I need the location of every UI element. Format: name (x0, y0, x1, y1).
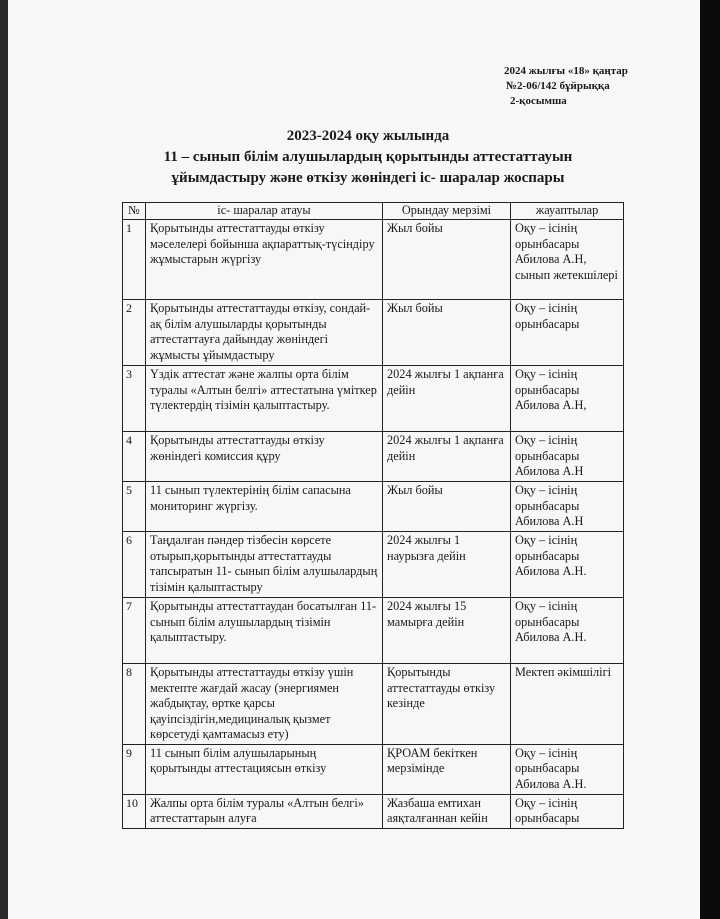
row-responsible: Оқу – ісінің орынбасары Абилова А.Н. (511, 532, 624, 598)
activities-table (122, 202, 624, 829)
table-header-row (123, 203, 624, 220)
row-term: Жыл бойы (383, 220, 511, 300)
row-responsible: Оқу – ісінің орынбасары Абилова А.Н (511, 432, 624, 482)
row-term: Қорытынды аттестаттауды өткізу кезінде (383, 664, 511, 745)
document-title (128, 126, 608, 189)
row-term: Жазбаша емтихан аяқталғаннан кейін (383, 794, 511, 828)
row-activity: Үздік аттестат және жалпы орта білім туралы «Алтын белгі» аттестатына үміткер түлектердің тізімін қалыптастыру. (146, 366, 383, 432)
row-activity: Қорытынды аттестаттаудан босатылған 11- сынып білім алушылардың тізімін қалыптастыру. (146, 598, 383, 664)
row-activity: Жалпы орта білім туралы «Алтын белгі» аттестаттарын алуға (146, 794, 383, 828)
title-line-1: 2023-2024 оқу жылында (286, 128, 450, 144)
row-number: 10 (123, 794, 146, 828)
order-date: 2024 жылғы «18» қаңтар (504, 65, 628, 77)
row-activity: 11 сынып білім алушыларының қорытынды аттестациясын өткізу (146, 744, 383, 794)
table-row (123, 366, 624, 432)
row-activity: Қорытынды аттестаттауды өткізу жөніндегі комиссия құру (146, 432, 383, 482)
order-number: №2-06/142 бұйрыққа (506, 80, 610, 92)
row-term: 2024 жылғы 15 мамырға дейін (383, 598, 511, 664)
row-activity: Таңдалған пәндер тізбесін көрсете отырып,қорытынды аттестаттауды тапсыратын 11- сынып білім алушылардың тізімін қалыптастыру (146, 532, 383, 598)
row-number: 3 (123, 366, 146, 432)
row-responsible: Оқу – ісінің орынбасары (511, 300, 624, 366)
row-number: 5 (123, 482, 146, 532)
header-term: Орындау мерзімі (383, 203, 511, 220)
row-activity: Қорытынды аттестаттауды өткізу, сондай- ақ білім алушыларды қорытынды аттестаттауға дайындау жөніндегі жұмысты ұйымдастыру (146, 300, 383, 366)
table-row (123, 300, 624, 366)
table-row (123, 744, 624, 794)
row-activity: Қорытынды аттестаттауды өткізу мәселелері бойынша ақпараттық-түсіндіру жұмыстарын жүргізу (146, 220, 383, 300)
table-row (123, 794, 624, 828)
table-row (123, 220, 624, 300)
row-responsible: Оқу – ісінің орынбасары Абилова А.Н, сынып жетекшілері (511, 220, 624, 300)
header-number: № (123, 203, 146, 220)
row-term: 2024 жылғы 1 наурызға дейін (383, 532, 511, 598)
row-responsible: Оқу – ісінің орынбасары Абилова А.Н (511, 482, 624, 532)
row-number: 2 (123, 300, 146, 366)
title-line-3: ұйымдастыру және өткізу жөніндегі іс- шаралар жоспары (171, 170, 565, 186)
header-activity: іс- шаралар атауы (146, 203, 383, 220)
table-row (123, 432, 624, 482)
table-row (123, 532, 624, 598)
photo-background-edge (700, 0, 720, 919)
row-term: ҚРОАМ бекіткен мерзімінде (383, 744, 511, 794)
row-responsible: Оқу – ісінің орынбасары Абилова А.Н. (511, 744, 624, 794)
row-number: 8 (123, 664, 146, 745)
table-row (123, 664, 624, 745)
row-number: 7 (123, 598, 146, 664)
row-number: 1 (123, 220, 146, 300)
row-term: 2024 жылғы 1 ақпанға дейін (383, 366, 511, 432)
row-term: Жыл бойы (383, 482, 511, 532)
order-reference (504, 64, 694, 109)
row-number: 4 (123, 432, 146, 482)
row-activity: 11 сынып түлектерінің білім сапасына мониторинг жүргізу. (146, 482, 383, 532)
row-number: 9 (123, 744, 146, 794)
row-term: Жыл бойы (383, 300, 511, 366)
row-number: 6 (123, 532, 146, 598)
appendix-label: 2-қосымша (510, 95, 567, 107)
row-responsible: Мектеп әкімшілігі (511, 664, 624, 745)
header-responsible: жауаптылар (511, 203, 624, 220)
row-activity: Қорытынды аттестаттауды өткізу үшін мектепте жағдай жасау (энергиямен жабдықтау, өртке қарсы қауіпсіздігін,медициналық қызмет көрсетуді қамтамасыз ету) (146, 664, 383, 745)
table-row (123, 482, 624, 532)
title-line-2: 11 – сынып білім алушылардың қорытынды аттестаттауын (163, 149, 573, 165)
row-responsible: Оқу – ісінің орынбасары Абилова А.Н. (511, 598, 624, 664)
row-responsible: Оқу – ісінің орынбасары Абилова А.Н, (511, 366, 624, 432)
row-responsible: Оқу – ісінің орынбасары (511, 794, 624, 828)
table-row (123, 598, 624, 664)
row-term: 2024 жылғы 1 ақпанға дейін (383, 432, 511, 482)
